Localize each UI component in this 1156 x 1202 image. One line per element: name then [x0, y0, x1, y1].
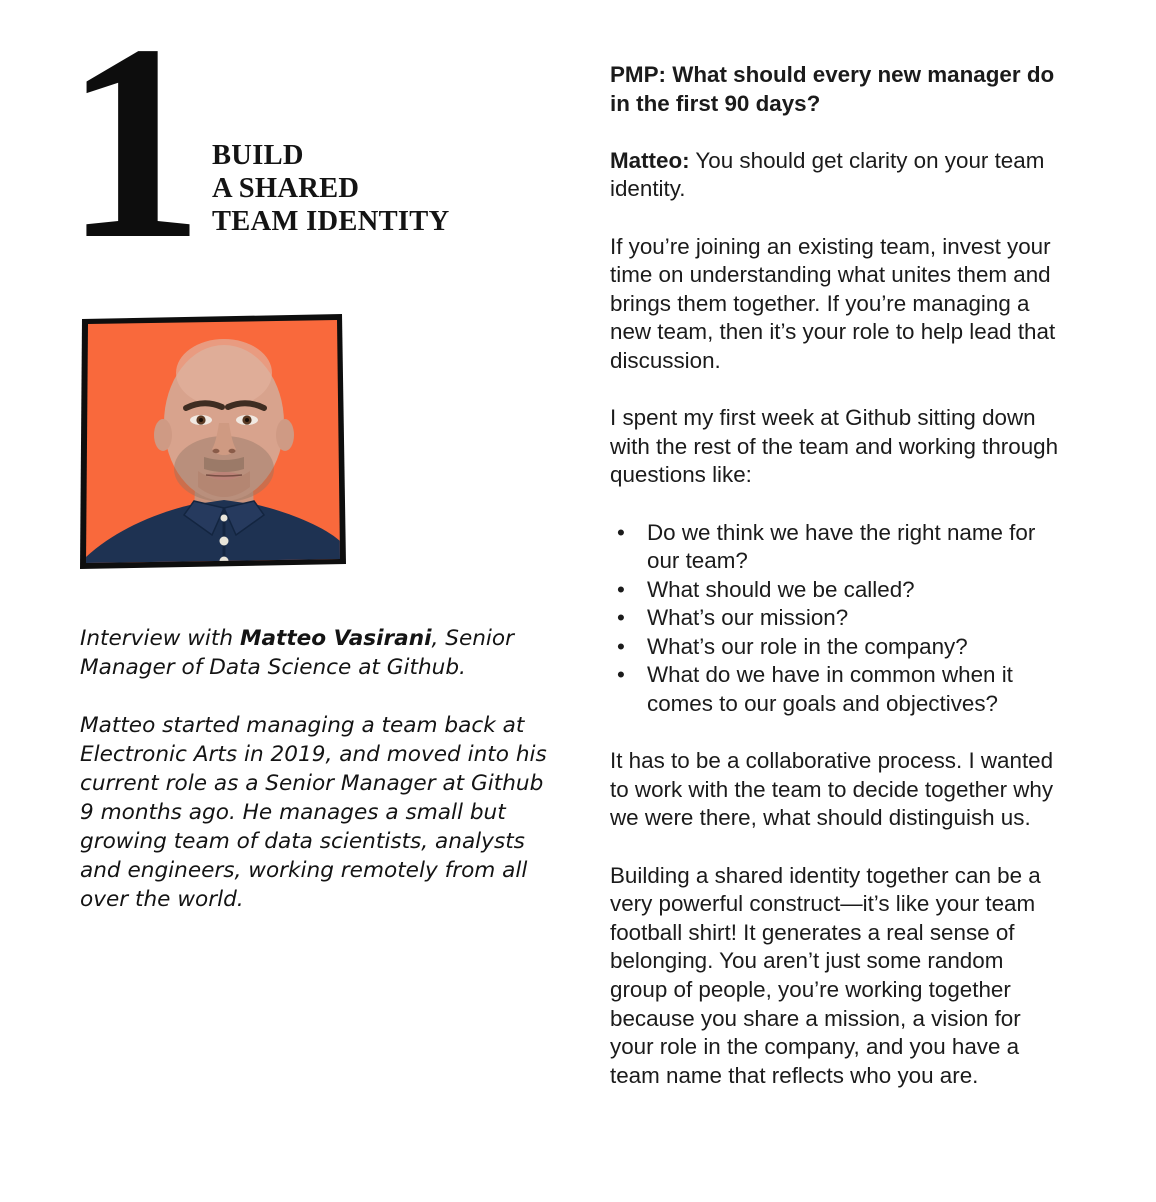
question-label: PMP:	[610, 62, 666, 87]
paragraph-first-week: I spent my first week at Github sitting down with the rest of the team and working through questions like:	[610, 405, 1059, 488]
interviewee-prefix: Interview with	[80, 626, 240, 651]
interviewee-name: Matteo Vasirani	[239, 626, 432, 651]
bullet-item: • What’s our mission?	[610, 604, 1060, 633]
bullet-item: • Do we think we have the right name for our team?	[610, 519, 1060, 576]
answer-text: You should get clarity on your team identity.	[610, 147, 1045, 202]
interview-body	[610, 61, 1060, 1119]
interview-intro	[80, 624, 558, 943]
bullet-item: • What do we have in common when it comes to our goals and objectives?	[610, 661, 1060, 718]
answer-paragraph	[610, 147, 1060, 204]
chapter-number: 1	[64, 0, 198, 297]
chapter-title-line-1: BUILD	[212, 140, 304, 171]
interviewee-suffix: , Senior Manager of Data Science at Github.	[80, 626, 515, 680]
interviewee-line	[80, 624, 558, 682]
chapter-title-line-3: TEAM IDENTITY	[212, 206, 450, 237]
question-text: What should every new manager do in the first 90 days?	[610, 62, 1055, 116]
bullet-item: • What’s our role in the company?	[610, 633, 1060, 662]
chapter-title	[212, 139, 449, 238]
paragraph-collaborative: It has to be a collaborative process. I wanted to work with the team to decide together why we were there, what should distinguish us.	[610, 748, 1054, 831]
paragraph-building-identity: Building a shared identity together can be a very powerful construct—it’s like your team football shirt! It generates a real sense of belonging. You aren’t just some random group of people, you’re working together because you share a mission, a vision for your role in the company, and you have a team name that reflects who you are.	[610, 862, 1041, 1088]
bullet-list	[610, 519, 1060, 719]
question-paragraph	[610, 61, 1060, 118]
interviewee-bio: Matteo started managing a team back at Electronic Arts in 2019, and moved into his current role as a Senior Manager at Github 9 months ago. He manages a small but growing team of data scientists, analysts and engineers, working remotely from all over the world.	[80, 713, 547, 912]
paragraph-joining-team: If you’re joining an existing team, invest your time on understanding what unites them and brings them together. If you’re managing a new team, then it’s your role to help lead that discussion.	[610, 233, 1056, 373]
matteo-portrait-photo	[78, 311, 348, 578]
portrait-illustration	[78, 311, 348, 573]
bullet-item: • What should we be called?	[610, 576, 1060, 605]
chapter-title-line-2: A SHARED	[212, 173, 360, 204]
answer-label: Matteo:	[610, 147, 690, 173]
